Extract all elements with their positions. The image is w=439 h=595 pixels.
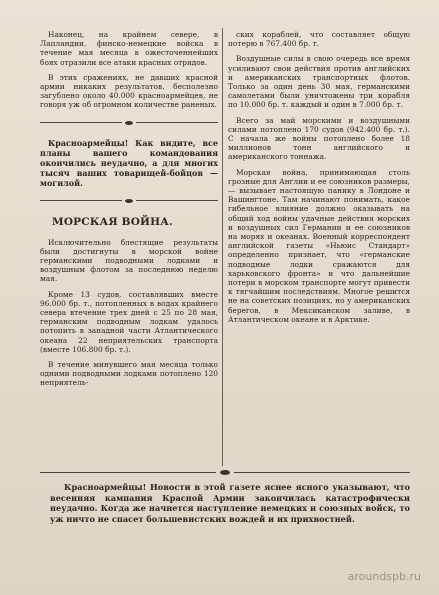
paragraph-air-forces: Воздушные силы в свою очередь все время усиливают свои действия против английских и американских транспортных флотов. Только за один день 30 мая, германскими самолетами были уничтожены три корабля по 10.000 бр. т. каждый и один в 7.000 бр. т. (228, 54, 410, 110)
paragraph-naval-results: Исключительно блестящие результаты были достигнуты в морской войне германскими подводными лодками и воздушным флотом за последнюю неделю мая. (40, 237, 218, 284)
watermark-text: aroundspb.ru (347, 570, 421, 583)
paragraph-lapland: Наконец, на крайнем севере, в Лапландии, финско-немецкие войска в течение мая месяца в ожесточеннейших боях отразили все атаки красных отрядов. (40, 30, 218, 67)
bold-appeal-paragraph: Красноармейцы! Как видите, все планы вашего командования окончились неудачно, а для многих тысяч ваших товарищей-бойцов — могилой. (40, 137, 218, 188)
closing-appeal-text: Красноармейцы! Новости в этой газете яснее ясного указывают, что весенняя кампания Красной Армии закончилась катастрофически неудачно. Когда же начнется наступление немецких и союзных войск, то уж ничто не спасет большевистских вождей и их прихвостней. (50, 482, 410, 524)
ornament-icon (125, 199, 133, 203)
separator-rule (40, 198, 218, 204)
right-column (228, 30, 410, 330)
paragraph-total-may: Всего за май морскими и воздушными силами потоплено 170 судов (942.400 бр. т.). С начала же войны потоплено более 18 миллионов тонн английского и американского тоннажа. (228, 115, 410, 162)
paragraph-battles: В этих сражениях, не давших красной армии никаких результатов, бесполезно загублено около 40.000 красноармейцев, не говоря уж об огромном количестве раненых. (40, 72, 218, 110)
left-column (40, 30, 218, 394)
bottom-separator (40, 470, 410, 475)
ornament-icon (220, 470, 230, 475)
closing-appeal (50, 482, 410, 524)
separator-rule (40, 120, 218, 126)
paragraph-naval-war-panic: Морская война, принимающая столь грозные для Англии и ее союзников размеры, — вызывает настоящую панику в Лондоне и Вашингтоне. Там начинают понимать, какое гибельное влияние должно оказывать на общий ход войны удачные действия морских и воздушных сил Германии и ее союзников на морях и океанах. Военный корреспондент английской газеты «Ньюис Стандарт» определенно признает, что «германские подводные лодки сражаются для харьковского фронта» и что дальнейшие потери в морском транспорте могут привести к тягчайшим последствиям. Многое решится не на советских позициях, но у американских берегов, в Мексиканском заливе, в Атлантическом океане и в Арктике. (228, 167, 410, 324)
section-heading: МОРСКАЯ ВОЙНА. (52, 215, 173, 228)
ornament-icon (125, 121, 133, 125)
column-divider (222, 28, 223, 466)
paragraph-total-loss: ских кораблей, что составляет общую потерю в 767.400 бр. т. (228, 30, 410, 49)
paragraph-may-submarines: В течение минувшего мая месяца только одними подводными лодками потоплено 120 неприятель- (40, 360, 218, 388)
paragraph-ships-sunk: Кроме 13 судов, составлявших вместе 96.000 бр. т., потопленных в водах крайнего севера втечение трех дней с 25 по 28 мая, германским подводным лодкам удалось потопить в западной части Атлантического океана 22 неприятельских транспорта (вместе 106.800 бр. т.). (40, 289, 218, 354)
